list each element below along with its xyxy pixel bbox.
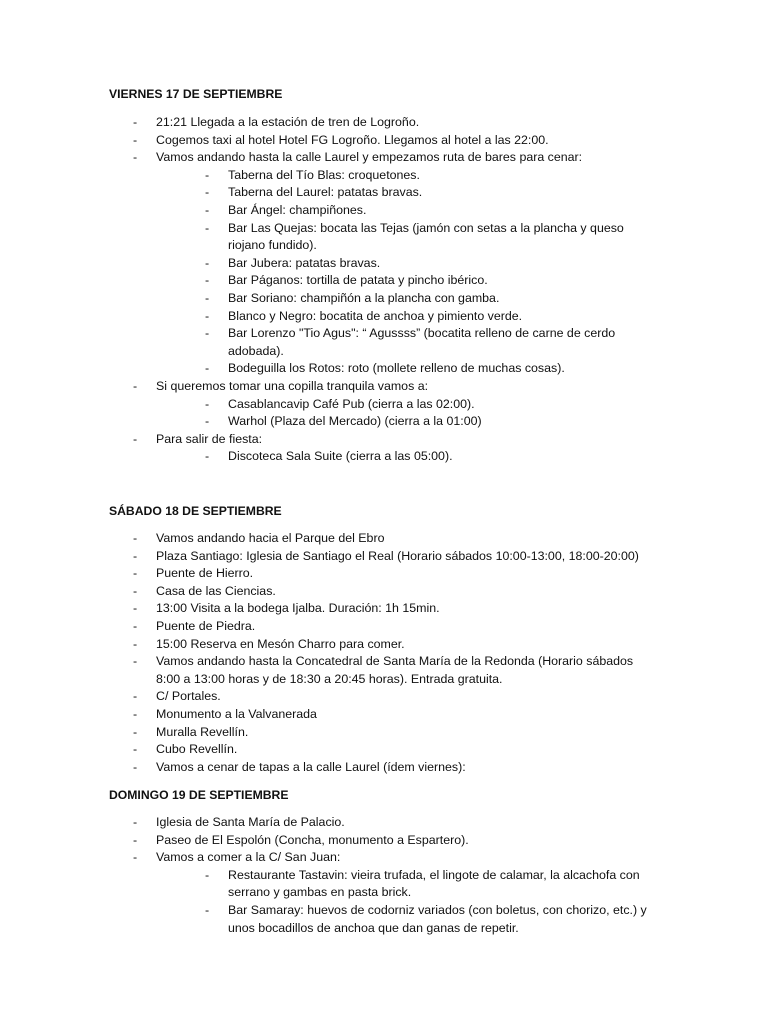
section-heading: DOMINGO 19 DE SEPTIEMBRE	[109, 788, 289, 802]
section-heading: SÁBADO 18 DE SEPTIEMBRE	[109, 504, 282, 518]
list-item: - Monumento a la Valvanerada	[0, 706, 768, 724]
sub-list-item: - Bar Lorenzo "Tio Agus": “ Agussss” (bocatita relleno de carne de cerdo adobada).	[205, 326, 616, 358]
list-item: - 15:00 Reserva en Mesón Charro para comer.	[0, 636, 768, 654]
sub-list-item: - Bar Ángel: champiñones.	[0, 202, 768, 220]
bullet-dash: -	[133, 115, 138, 129]
bullet-dash: -	[205, 185, 210, 200]
list-item: - Paseo de El Espolón (Concha, monumento a Espartero).	[0, 832, 768, 850]
list-item: - Vamos andando hacia el Parque del Ebro	[0, 530, 768, 548]
list-item: - Plaza Santiago: Iglesia de Santiago el Real (Horario sábados 10:00-13:00, 18:00-20:00)	[0, 548, 768, 566]
bullet-dash: -	[133, 832, 138, 847]
bullet-dash: -	[133, 132, 138, 147]
list-item: - Puente de Hierro.	[0, 565, 768, 583]
bullet-dash: -	[205, 867, 210, 882]
list-item: - Iglesia de Santa María de Palacio.	[0, 814, 768, 832]
section-heading: VIERNES 17 DE SEPTIEMBRE	[109, 87, 283, 101]
list-item: - Vamos andando hasta la Concatedral de Santa María de la Redonda (Horario sábados 8:00 a 13:00 horas y de 18:30 a 20:45 horas). Entrada gratuita.	[133, 654, 634, 686]
sub-list-item: - Bar Soriano: champiñón a la plancha con gamba.	[0, 290, 768, 308]
bullet-dash: -	[133, 378, 138, 393]
list-item: - C/ Portales.	[0, 688, 768, 706]
bullet-dash: -	[205, 396, 210, 411]
sub-list-item: - Restaurante Tastavin: vieira trufada, el lingote de calamar, la alcachofa con serrano y gambas en pasta brick.	[205, 867, 640, 900]
list-item: - Casa de las Ciencias.	[0, 583, 768, 601]
list-item: - Si queremos tomar una copilla tranquila vamos a:	[0, 378, 768, 396]
bullet-dash: -	[133, 548, 138, 563]
bullet-dash: -	[133, 759, 138, 774]
bullet-dash: -	[133, 850, 138, 865]
bullet-dash: -	[205, 326, 210, 341]
list-item: - Vamos andando hasta la calle Laurel y empezamos ruta de bares para cenar:	[0, 149, 768, 167]
list-item: - Puente de Piedra.	[0, 618, 768, 636]
bullet-dash: -	[205, 273, 210, 288]
sub-list-item: - Taberna del Laurel: patatas bravas.	[0, 184, 768, 202]
bullet-dash: -	[133, 431, 138, 446]
bullet-dash: -	[133, 566, 138, 581]
bullet-dash: -	[133, 689, 138, 704]
list-item: - Cogemos taxi al hotel Hotel FG Logroño. Llegamos al hotel a las 22:00.	[0, 132, 768, 150]
sub-list-item: - Bar Samaray: huevos de codorniz variados (con boletus, con chorizo, etc.) y unos bocadillos de anchoa que dan ganas de repetir.	[205, 902, 647, 935]
bullet-dash: -	[205, 449, 210, 464]
bullet-dash: -	[133, 724, 138, 739]
list-item: - Vamos a comer a la C/ San Juan:	[0, 849, 768, 867]
sub-list-item: - Bar Jubera: patatas bravas.	[0, 255, 768, 273]
item-list	[0, 114, 768, 466]
list-item: - Cubo Revellín.	[0, 741, 768, 759]
bullet-dash: -	[133, 150, 138, 165]
sub-list-item: - Casablancavip Café Pub (cierra a las 02:00).	[0, 396, 768, 414]
sub-list-item: - Warhol (Plaza del Mercado) (cierra a la 01:00)	[0, 413, 768, 431]
list-item: - 13:00 Visita a la bodega Ijalba. Duración: 1h 15min.	[0, 600, 768, 618]
list-item: - Para salir de fiesta:	[0, 431, 768, 449]
sub-list-item: - Bar Páganos: tortilla de patata y pincho ibérico.	[0, 272, 768, 290]
bullet-dash: -	[205, 902, 210, 917]
bullet-dash: -	[133, 815, 138, 829]
bullet-dash: -	[205, 290, 210, 305]
sub-list-item: - Blanco y Negro: bocatita de anchoa y pimiento verde.	[0, 308, 768, 326]
bullet-dash: -	[205, 220, 210, 235]
bullet-dash: -	[133, 742, 138, 757]
bullet-dash: -	[133, 706, 138, 721]
list-item: - Muralla Revellín.	[0, 724, 768, 742]
bullet-dash: -	[133, 636, 138, 651]
sub-list-item: - Bar Las Quejas: bocata las Tejas (jamón con setas a la plancha y queso riojano fundido).	[205, 220, 624, 253]
bullet-dash: -	[133, 654, 138, 669]
list-item: - Vamos a cenar de tapas a la calle Laurel (ídem viernes):	[0, 759, 768, 777]
bullet-dash: -	[205, 167, 210, 182]
sub-list-item: - Taberna del Tío Blas: croquetones.	[0, 167, 768, 185]
item-list	[0, 530, 768, 776]
bullet-dash: -	[133, 601, 138, 616]
bullet-dash: -	[205, 361, 210, 376]
sub-list-item: - Discoteca Sala Suite (cierra a las 05:00).	[0, 448, 768, 466]
bullet-dash: -	[133, 531, 138, 545]
bullet-dash: -	[133, 618, 138, 633]
bullet-dash: -	[205, 255, 210, 270]
list-item: - 21:21 Llegada a la estación de tren de Logroño.	[0, 114, 768, 132]
item-list	[0, 814, 768, 937]
bullet-dash: -	[133, 583, 138, 598]
bullet-dash: -	[205, 308, 210, 323]
bullet-dash: -	[205, 414, 210, 429]
bullet-dash: -	[205, 202, 210, 217]
sub-list-item: - Bodeguilla los Rotos: roto (mollete relleno de muchas cosas).	[0, 360, 768, 378]
